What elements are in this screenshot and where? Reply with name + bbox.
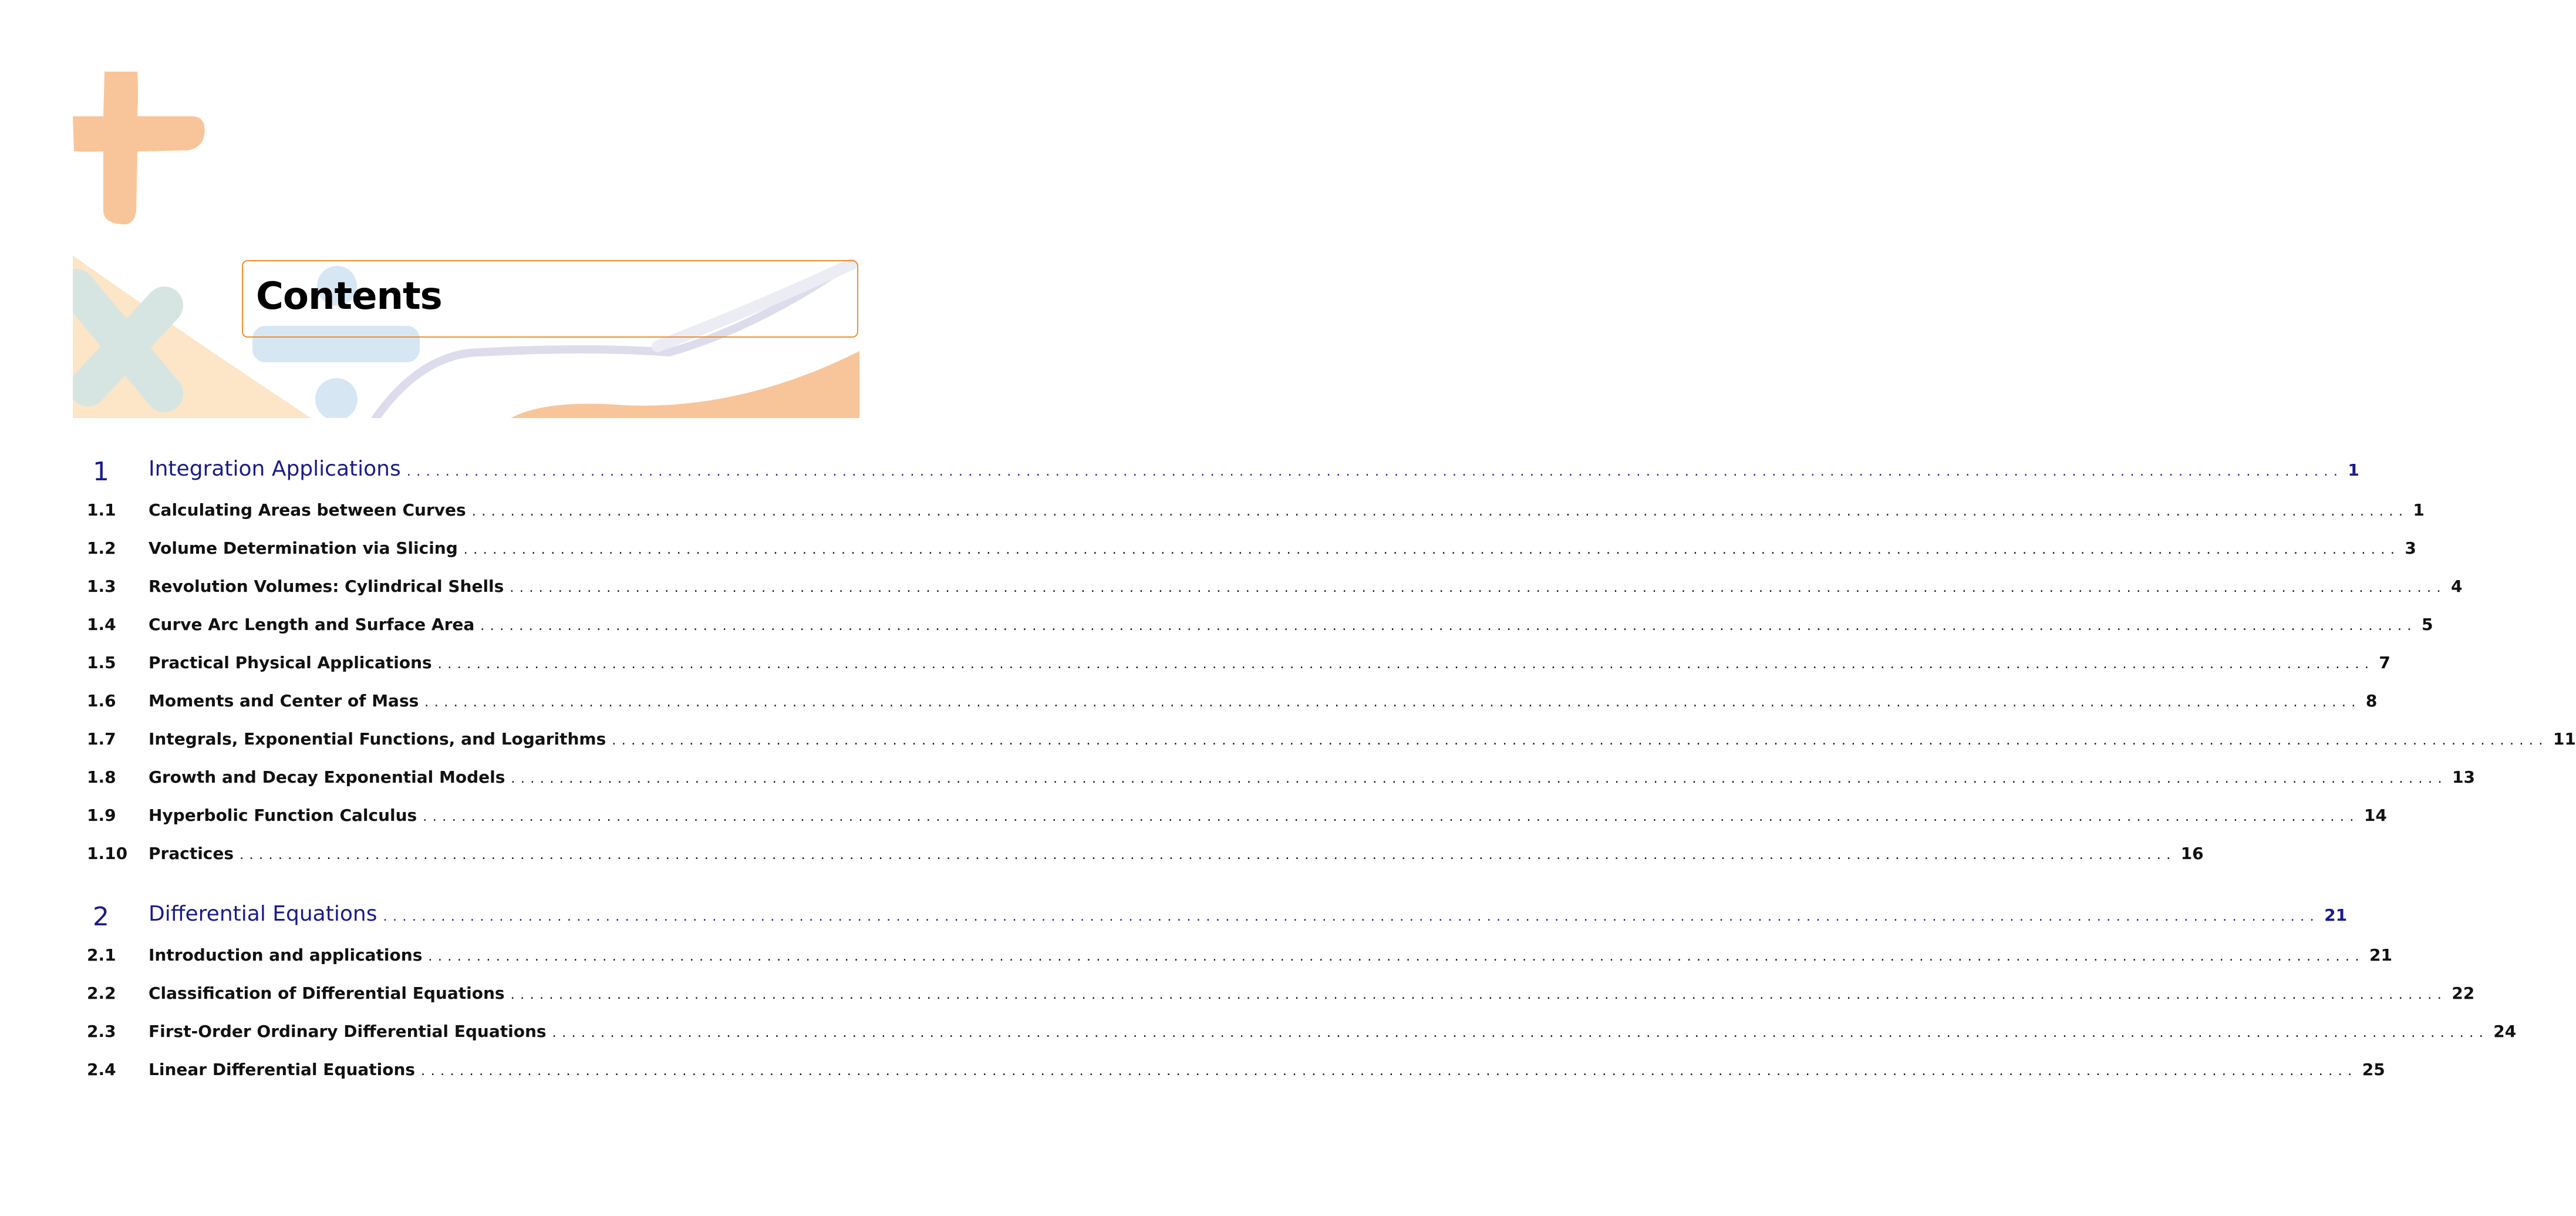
dot-leader: ........................................................................................................................................................................................................ [437,657,2375,672]
section-number: 2.2 [87,983,116,1003]
toc-section-row[interactable] [0,653,2390,682]
section-page-number[interactable]: 11 [2553,729,2576,749]
section-number: 1.9 [87,806,116,825]
section-entry [149,806,2387,825]
toc-section-row[interactable] [0,729,2576,759]
dot-leader: ........................................................................................................................................................................................................ [480,619,2417,634]
toc-section-row[interactable] [0,806,2387,835]
chapter-number: 2 [93,902,109,932]
dot-leader: ........................................................................................................................................................................................................ [421,1064,2358,1079]
section-page-number[interactable]: 21 [2369,945,2392,965]
chapter-page-number[interactable]: 1 [2348,460,2359,480]
section-title[interactable]: Introduction and applications [149,945,423,965]
section-entry [149,691,2378,710]
section-page-number[interactable]: 13 [2452,767,2475,787]
section-page-number[interactable]: 25 [2362,1060,2385,1079]
toc-section-row[interactable] [0,500,2425,530]
dot-leader: ........................................................................................................................................................................................................ [463,543,2400,557]
toc-section-row[interactable] [0,844,2204,873]
section-page-number[interactable]: 8 [2365,691,2378,710]
section-number: 2.1 [87,945,116,965]
chapter-page-number[interactable]: 21 [2324,905,2348,925]
section-entry [149,945,2392,965]
section-title[interactable]: Growth and Decay Exponential Models [149,767,505,787]
section-title[interactable]: Curve Arc Length and Surface Area [149,615,475,634]
dot-leader: ........................................................................................................................................................................................................ [428,949,2365,964]
section-number: 1.4 [87,615,116,634]
section-title[interactable]: Practices [149,844,234,863]
toc-section-row[interactable] [0,577,2463,606]
dot-leader: ........................................................................................................................................................................................................ [383,910,2320,924]
section-entry [149,577,2463,596]
toc-chapter-row[interactable] [0,457,2359,487]
toc-section-row[interactable] [0,945,2392,975]
section-page-number[interactable]: 16 [2180,844,2204,863]
plus-shape [73,72,205,224]
section-title[interactable]: Linear Differential Equations [149,1060,416,1079]
dot-leader: ........................................................................................................................................................................................................ [406,464,2344,479]
toc-section-row[interactable] [0,983,2475,1013]
section-entry [149,538,2416,558]
section-page-number[interactable]: 22 [2452,983,2475,1003]
section-entry [149,844,2204,863]
section-number: 1.10 [87,844,128,863]
section-number: 1.6 [87,691,116,710]
section-page-number[interactable]: 3 [2405,538,2416,558]
dot-leader: ........................................................................................................................................................................................................ [424,695,2361,710]
section-entry [149,1022,2517,1041]
section-title[interactable]: Volume Determination via Slicing [149,538,458,558]
section-entry [149,500,2425,520]
toc-section-row[interactable] [0,691,2378,720]
section-page-number[interactable]: 4 [2450,577,2463,596]
page-title: Contents [256,275,442,318]
section-entry [149,1060,2385,1079]
section-title[interactable]: Integrals, Exponential Functions, and Logarithms [149,729,606,749]
section-number: 1.7 [87,729,116,749]
toc-section-row[interactable] [0,538,2416,568]
section-title[interactable]: Revolution Volumes: Cylindrical Shells [149,577,504,596]
section-title[interactable]: First-Order Ordinary Differential Equations [149,1022,547,1041]
dot-leader: ........................................................................................................................................................................................................ [511,772,2448,786]
section-number: 2.3 [87,1022,116,1041]
toc-section-row[interactable] [0,615,2433,644]
chapter-title[interactable]: Differential Equations [149,902,377,926]
section-number: 1.5 [87,653,116,672]
section-number: 1.1 [87,500,116,520]
header-decoration [0,0,939,434]
section-page-number[interactable]: 5 [2421,615,2433,634]
section-page-number[interactable]: 14 [2363,806,2387,825]
chapter-entry [149,902,2348,926]
section-title[interactable]: Practical Physical Applications [149,653,432,672]
dot-leader: ........................................................................................................................................................................................................ [510,988,2447,1002]
toc-chapter-row[interactable] [0,902,2348,932]
chapter-entry [149,457,2359,481]
section-page-number[interactable]: 24 [2493,1022,2517,1041]
section-number: 1.8 [87,767,116,787]
section-entry [149,653,2390,672]
section-entry [149,983,2475,1003]
dot-leader: ........................................................................................................................................................................................................ [240,848,2176,863]
dot-leader: ........................................................................................................................................................................................................ [612,733,2548,748]
dot-leader: ........................................................................................................................................................................................................ [510,581,2446,595]
toc-section-row[interactable] [0,1022,2517,1051]
section-entry [149,729,2576,749]
section-number: 1.2 [87,538,116,558]
section-entry [149,615,2433,634]
toc-section-row[interactable] [0,1060,2385,1089]
chapter-number: 1 [93,457,109,487]
dot-leader: ........................................................................................................................................................................................................ [423,810,2359,824]
chapter-title[interactable]: Integration Applications [149,457,401,481]
toc-section-row[interactable] [0,767,2475,797]
section-title[interactable]: Hyperbolic Function Calculus [149,806,417,825]
section-page-number[interactable]: 7 [2379,653,2390,672]
section-number: 1.3 [87,577,116,596]
section-page-number[interactable]: 1 [2413,500,2425,520]
section-title[interactable]: Classification of Differential Equations [149,983,505,1003]
section-entry [149,767,2475,787]
section-title[interactable]: Moments and Center of Mass [149,691,419,710]
dot-leader: ........................................................................................................................................................................................................ [552,1026,2489,1040]
section-title[interactable]: Calculating Areas between Curves [149,500,466,520]
peach-wave [511,351,859,418]
section-number: 2.4 [87,1060,116,1079]
dot-leader: ........................................................................................................................................................................................................ [471,504,2409,519]
